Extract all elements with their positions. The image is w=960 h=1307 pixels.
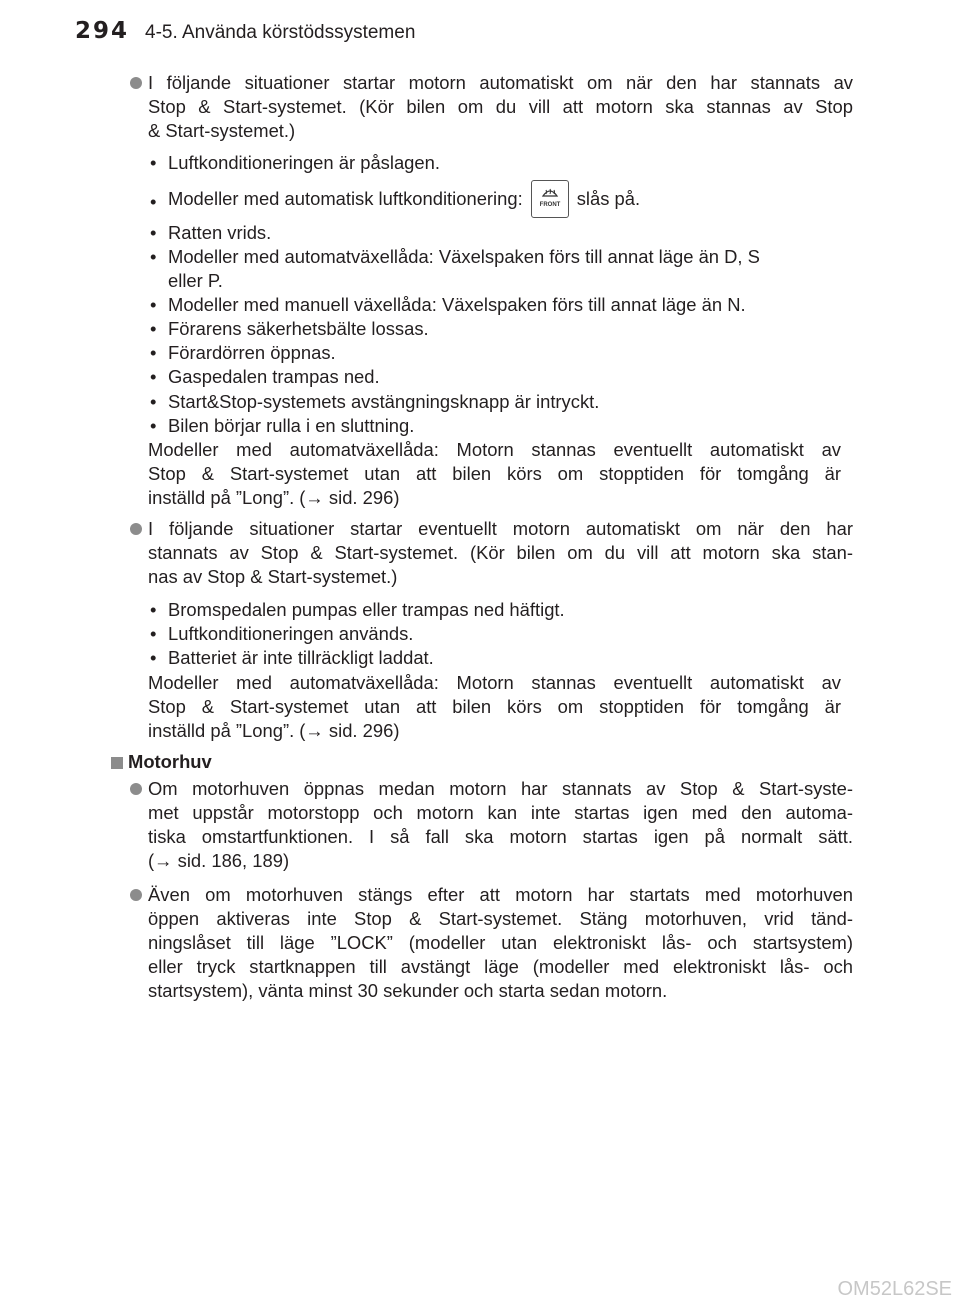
block1-intro-line: I följande situationer startar motorn automatiskt om när den har stannats av (148, 72, 853, 93)
list-item-text: Förarens säkerhetsbälte lossas. (168, 318, 429, 339)
block1-note-line: Modeller med automatväxellåda: Motorn stannas eventuellt automatiskt av (148, 439, 841, 460)
bullet-circle-icon (130, 523, 142, 535)
list-item-text: Förardörren öppnas. (168, 342, 336, 363)
list-item-text: Modeller med automatväxellåda: Växelspaken förs till annat läge än D, S (168, 246, 760, 267)
block2-note-line: Modeller med automatväxellåda: Motorn stannas eventuellt automatiskt av (148, 672, 841, 693)
list-item: • Ratten vrids. (150, 222, 272, 243)
block2-intro-line: I följande situationer startar eventuellt motorn automatiskt om när den har (148, 518, 853, 539)
list-item-text: Modeller med automatisk luftkonditionering: (168, 188, 523, 209)
motorhuv-p2-line: startsystem), vänta minst 30 sekunder och starta sedan motorn. (148, 980, 668, 1001)
list-item: • Batteriet är inte tillräckligt laddat. (150, 647, 434, 668)
page-header (75, 18, 415, 44)
list-item: • Luftkonditioneringen är påslagen. (150, 152, 440, 173)
list-item: • Gaspedalen trampas ned. (150, 366, 380, 387)
bullet-circle-icon (130, 889, 142, 901)
motorhuv-p1-line: Om motorhuven öppnas medan motorn har stannats av Stop & Start-syste- (148, 778, 853, 799)
list-item: • Bilen börjar rulla i en sluttning. (150, 415, 415, 436)
front-defroster-icon (531, 180, 569, 218)
list-item-text: Luftkonditioneringen är påslagen. (168, 152, 440, 173)
motorhuv-p2-line: Även om motorhuven stängs efter att motorn har startats med motorhuven (148, 884, 853, 905)
list-item: • Förardörren öppnas. (150, 342, 336, 363)
list-item: • Modeller med automatväxellåda: Växelspaken förs till annat läge än D, S (150, 246, 760, 267)
list-item-text: slås på. (576, 188, 641, 209)
page-number: 294 (75, 18, 130, 44)
block2-note-line: Stop & Start-systemet utan att bilen körs om stopptiden för tomgång är (148, 696, 841, 717)
block2-intro-line: nas av Stop & Start-systemet.) (148, 566, 398, 587)
list-item-text: Bilen börjar rulla i en sluttning. (168, 415, 415, 436)
list-item: • Luftkonditioneringen används. (150, 623, 414, 644)
section-square-icon (111, 757, 123, 769)
list-item-text: Modeller med manuell växellåda: Växelspaken förs till annat läge än N. (168, 294, 746, 315)
section-title: 4-5. Använda körstödssystemen (145, 22, 416, 43)
motorhuv-p1-line: tiska omstartfunktionen. I så fall ska motorn startas igen på normalt sätt. (148, 826, 853, 847)
section-heading: Motorhuv (128, 751, 212, 772)
motorhuv-p1-line: (→ sid. 186, 189) (148, 850, 290, 871)
list-item-text: Ratten vrids. (168, 222, 272, 243)
list-item: • Bromspedalen pumpas eller trampas ned häftigt. (150, 599, 565, 620)
front-icon-label: FRONT (539, 202, 561, 208)
motorhuv-p2-line: eller tryck startknappen till avstängt läge (modeller med elektroniskt lås- och (148, 956, 853, 977)
list-item-text: Gaspedalen trampas ned. (168, 366, 380, 387)
motorhuv-p2-line: ningslåset till läge ”LOCK” (modeller utan elektroniskt lås- och startsystem) (148, 932, 853, 953)
list-item-text: Start&Stop-systemets avstängningsknapp är intryckt. (168, 391, 600, 412)
block1-note-line: inställd på ”Long”. (→ sid. 296) (148, 487, 400, 508)
list-item-text: Batteriet är inte tillräckligt laddat. (168, 647, 434, 668)
list-item-text: Luftkonditioneringen används. (168, 623, 414, 644)
watermark-text: OM52L62SE (837, 1278, 952, 1300)
list-item-continuation: eller P. (168, 270, 223, 291)
block2-note-line: inställd på ”Long”. (→ sid. 296) (148, 720, 400, 741)
bullet-circle-icon (130, 783, 142, 795)
list-item: • Modeller med manuell växellåda: Växelspaken förs till annat läge än N. (150, 294, 746, 315)
block2-intro-line: stannats av Stop & Start-systemet. (Kör bilen om du vill att motorn ska stan- (148, 542, 853, 563)
list-item-text: Bromspedalen pumpas eller trampas ned häftigt. (168, 599, 565, 620)
bullet-circle-icon (130, 77, 142, 89)
list-item: • Start&Stop-systemets avstängningsknapp är intryckt. (150, 391, 600, 412)
list-item: • Förarens säkerhetsbälte lossas. (150, 318, 429, 339)
block1-intro-line: & Start-systemet.) (148, 120, 296, 141)
motorhuv-p2-line: öppen aktiveras inte Stop & Start-systemet. Stäng motorhuven, vrid tänd- (148, 908, 853, 929)
list-item: • Modeller med automatisk luftkonditionering: FRONT slås på. (168, 180, 640, 218)
block1-note-line: Stop & Start-systemet utan att bilen körs om stopptiden för tomgång är (148, 463, 841, 484)
block1-intro-line: Stop & Start-systemet. (Kör bilen om du vill att motorn ska stannas av Stop (148, 96, 853, 117)
motorhuv-p1-line: met uppstår motorstopp och motorn kan inte startas igen med den automa- (148, 802, 853, 823)
